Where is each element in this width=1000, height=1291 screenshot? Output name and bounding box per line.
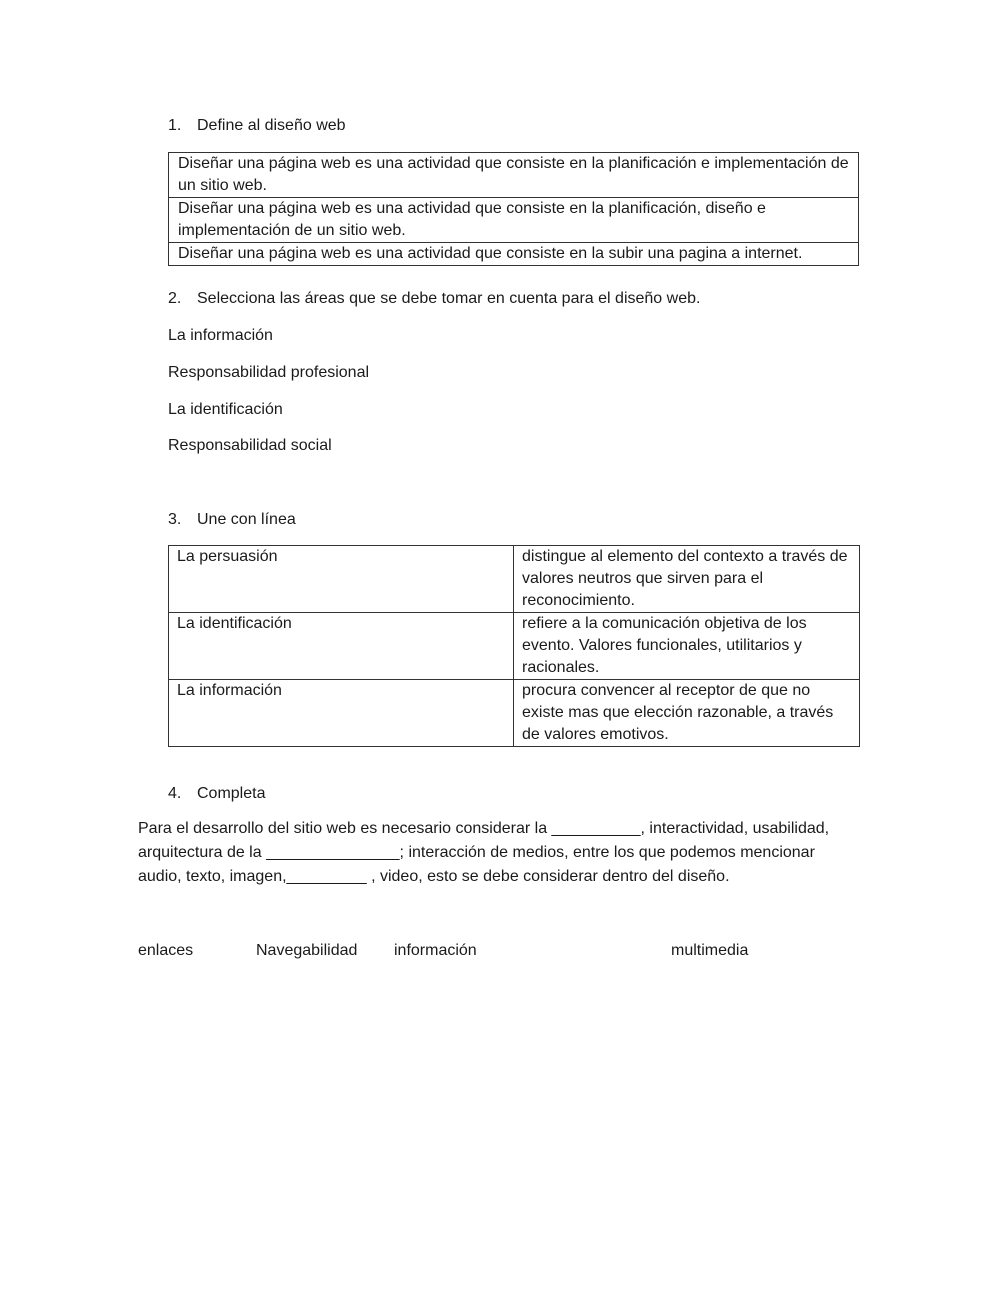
q4-fill-paragraph: Para el desarrollo del sitio web es necesario considerar la __________, interactividad, usabilidad, arquitectura de la _______________; interacción de medios, entre los que podemos mencionar audio, texto, imagen,_________ , video, esto se debe considerar dentro del diseño. bbox=[138, 820, 830, 885]
q3-definition-2[interactable]: refiere a la comunicación objetiva de los evento. Valores funcionales, utilitarios y racionales. bbox=[514, 613, 860, 680]
q2-area-identificacion[interactable]: La identificación bbox=[168, 401, 283, 418]
q3-term-3[interactable]: La información bbox=[169, 680, 514, 747]
q1-option-3[interactable]: Diseñar una página web es una actividad que consiste en la subir una pagina a internet. bbox=[169, 243, 859, 266]
q2-area-responsabilidad-profesional[interactable]: Responsabilidad profesional bbox=[168, 364, 370, 381]
table-row bbox=[169, 613, 860, 680]
q4-title bbox=[168, 783, 265, 805]
q3-title bbox=[168, 509, 296, 531]
q4-number: 4. bbox=[168, 785, 182, 802]
q3-definition-1[interactable]: distingue al elemento del contexto a través de valores neutros que sirven para el reconocimiento. bbox=[514, 546, 860, 613]
table-row bbox=[169, 546, 860, 613]
word-bank-enlaces[interactable]: enlaces bbox=[138, 942, 194, 959]
q3-title-text: Une con línea bbox=[197, 511, 296, 528]
q3-match-table bbox=[168, 545, 860, 747]
q3-term-1[interactable]: La persuasión bbox=[169, 546, 514, 613]
q3-number: 3. bbox=[168, 511, 182, 528]
q3-term-2[interactable]: La identificación bbox=[169, 613, 514, 680]
q1-options-table bbox=[168, 152, 859, 266]
q2-area-informacion[interactable]: La información bbox=[168, 327, 273, 344]
q1-number: 1. bbox=[168, 117, 182, 134]
word-bank-navegabilidad[interactable]: Navegabilidad bbox=[256, 942, 358, 959]
table-row bbox=[169, 680, 860, 747]
q1-title-text: Define al diseño web bbox=[197, 117, 346, 134]
q2-area-responsabilidad-social[interactable]: Responsabilidad social bbox=[168, 437, 332, 454]
q2-number: 2. bbox=[168, 290, 182, 307]
word-bank-multimedia[interactable]: multimedia bbox=[671, 942, 749, 959]
q1-title bbox=[168, 115, 346, 137]
q2-title bbox=[168, 288, 700, 310]
q3-definition-3[interactable]: procura convencer al receptor de que no existe mas que elección razonable, a través de valores emotivos. bbox=[514, 680, 860, 747]
q4-title-text: Completa bbox=[197, 785, 266, 802]
q1-option-2[interactable]: Diseñar una página web es una actividad que consiste en la planificación, diseño e implementación de un sitio web. bbox=[169, 198, 859, 243]
q1-option-1[interactable]: Diseñar una página web es una actividad que consiste en la planificación e implementación de un sitio web. bbox=[169, 153, 859, 198]
word-bank-informacion[interactable]: información bbox=[394, 942, 477, 959]
q2-title-text: Selecciona las áreas que se debe tomar en cuenta para el diseño web. bbox=[197, 290, 701, 307]
